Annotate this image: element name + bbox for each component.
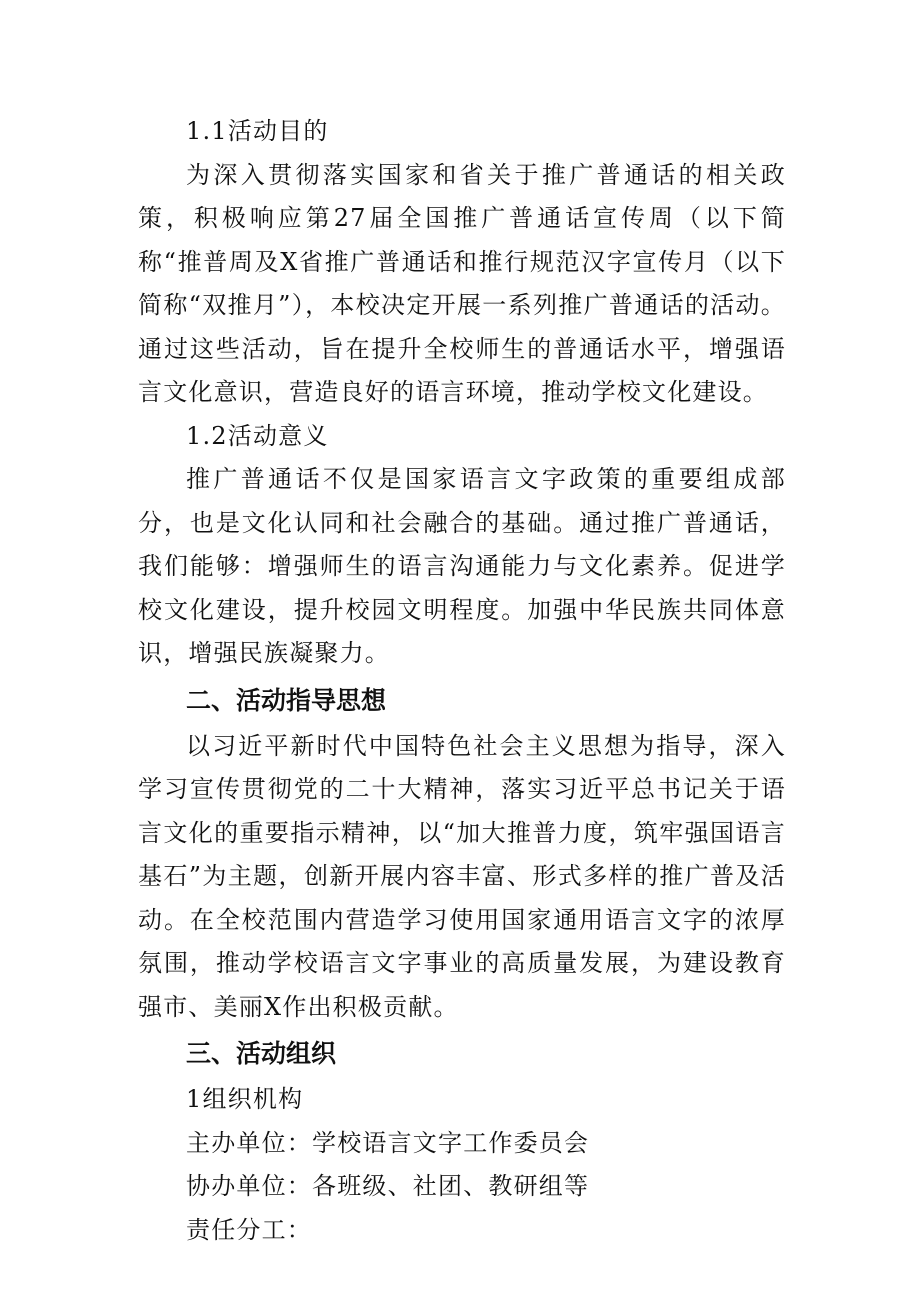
section-1-1-title: 1.1活动目的 — [186, 117, 329, 145]
host-unit: 主办单位：学校语言文字工作委员会 — [186, 1128, 590, 1157]
section-1-1-body: 为深入贯彻落实国家和省关于推广普通话的相关政策，积极响应第27届全国推广普通话宣传周（以下简称“推普周及X省推广普通话和推行规范汉字宣传月（以下简称“双推月”），本校决定开展一系列推广普通话的活动。通过这些活动，旨在提升全校师生的普通话水平，增强语言文化意识，营造良好的语言环境，推动学校文化建设。 — [138, 160, 786, 406]
section-2-body: 以习近平新时代中国特色社会主义思想为指导，深入学习宣传贯彻党的二十大精神，落实习近平总书记关于语言文化的重要指示精神，以“加大推普力度，筑牢强国语言基石”为主题，创新开展内容丰富、形式多样的推广普及活动。在全校范围内营造学习使用国家通用语言文字的浓厚氛围，推动学校语言文字事业的高质量发展，为建设教育强市、美丽X作出积极贡献。 — [138, 731, 786, 1021]
co-host-unit: 协办单位：各班级、社团、教研组等 — [186, 1172, 590, 1200]
section-2-heading: 二、活动指导思想 — [186, 685, 387, 715]
section-3-1-title: 1组织机构 — [186, 1085, 304, 1113]
section-1-2-body: 推广普通话不仅是国家语言文字政策的重要组成部分，也是文化认同和社会融合的基础。通过推广普通话，我们能够：增强师生的语言沟通能力与文化素养。促进学校文化建设，提升校园文明程度。加强中华民族共同体意识，增强民族凝聚力。 — [138, 465, 786, 667]
duty-division: 责任分工： — [186, 1215, 312, 1244]
section-1-2-title: 1.2活动意义 — [186, 421, 329, 450]
section-3-heading: 三、活动组织 — [186, 1039, 337, 1068]
document-content — [138, 110, 786, 1252]
